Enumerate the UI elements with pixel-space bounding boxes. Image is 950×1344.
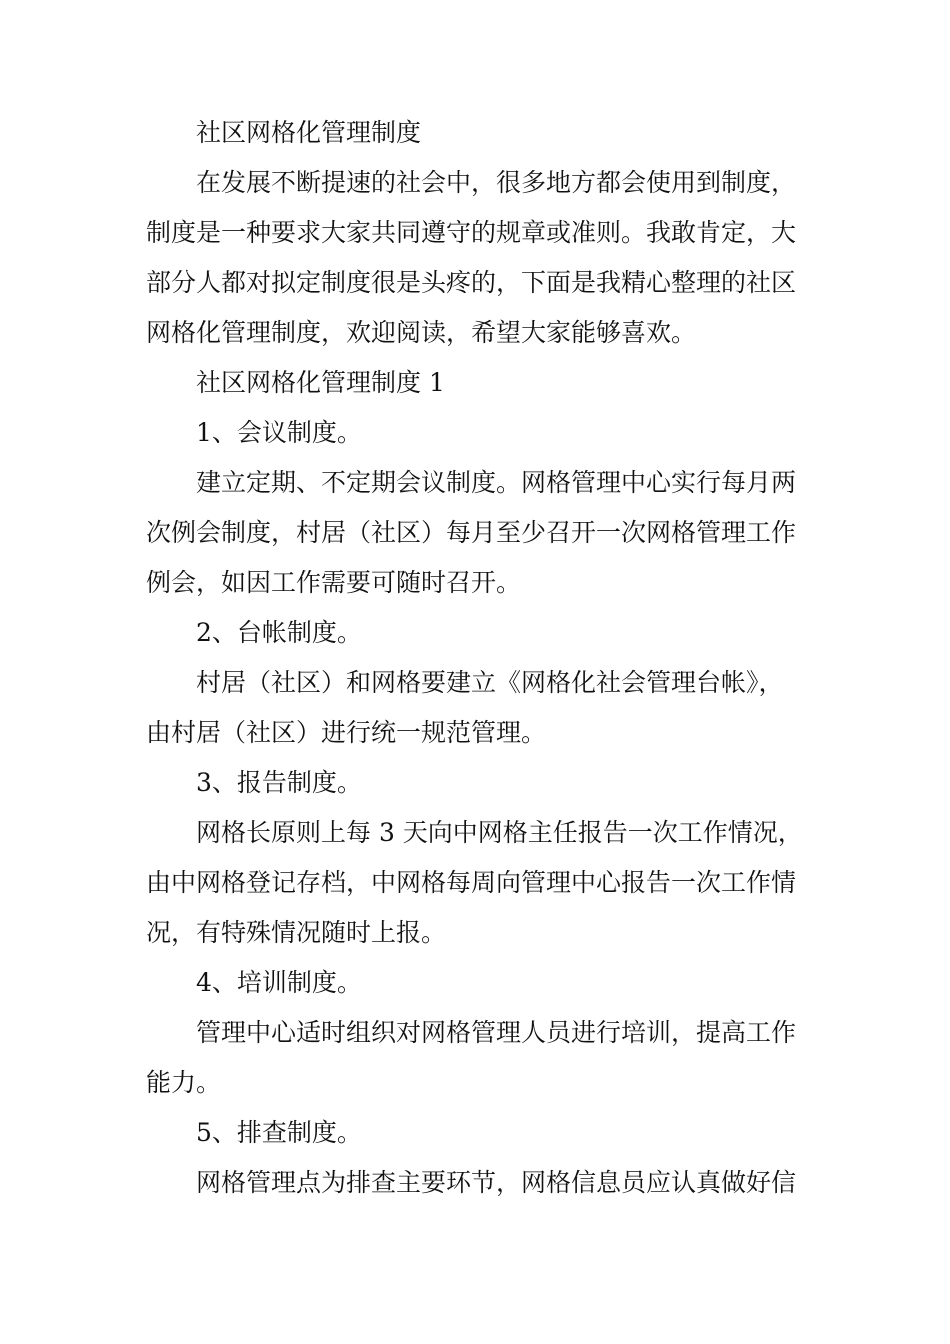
document-body xyxy=(146,108,826,1208)
item-heading: 2、台帐制度。 xyxy=(196,618,362,647)
item-line: 能力。 xyxy=(146,1068,222,1097)
intro-line: 在发展不断提速的社会中，很多地方都会使用到制度， xyxy=(196,168,797,197)
intro-line: 部分人都对拟定制度很是头疼的，下面是我精心整理的社区 xyxy=(146,268,797,297)
intro-line: 制度是一种要求大家共同遵守的规章或准则。我敢肯定，大 xyxy=(146,218,797,247)
item-heading: 5、排查制度。 xyxy=(196,1118,362,1147)
item-paragraph xyxy=(146,1158,826,1208)
item-paragraph xyxy=(146,658,826,758)
document-title: 社区网格化管理制度 xyxy=(196,118,422,147)
item-line: 次例会制度，村居（社区）每月至少召开一次网格管理工作 xyxy=(146,518,797,547)
item-heading: 3、报告制度。 xyxy=(196,768,362,797)
item-line: 村居（社区）和网格要建立《网格化社会管理台帐》， xyxy=(196,668,784,697)
item-line: 网格长原则上每 3 天向中网格主任报告一次工作情况， xyxy=(196,818,803,847)
item-heading: 4、培训制度。 xyxy=(196,968,362,997)
intro-paragraph xyxy=(146,158,826,358)
section-title: 社区网格化管理制度 1 xyxy=(196,368,445,397)
item-heading: 1、会议制度。 xyxy=(196,418,362,447)
item-line: 管理中心适时组织对网格管理人员进行培训，提高工作 xyxy=(196,1018,797,1047)
item-line: 网格管理点为排查主要环节，网格信息员应认真做好信 xyxy=(196,1168,797,1197)
item-paragraph xyxy=(146,458,826,608)
item-paragraph xyxy=(146,808,826,958)
item-line: 建立定期、不定期会议制度。网格管理中心实行每月两 xyxy=(196,468,797,497)
intro-line: 网格化管理制度，欢迎阅读，希望大家能够喜欢。 xyxy=(146,318,697,347)
item-paragraph xyxy=(146,1008,826,1108)
item-line: 况，有特殊情况随时上报。 xyxy=(146,918,447,947)
item-line: 由中网格登记存档，中网格每周向管理中心报告一次工作情 xyxy=(146,868,797,897)
item-line: 例会，如因工作需要可随时召开。 xyxy=(146,568,522,597)
item-line: 由村居（社区）进行统一规范管理。 xyxy=(146,718,547,747)
